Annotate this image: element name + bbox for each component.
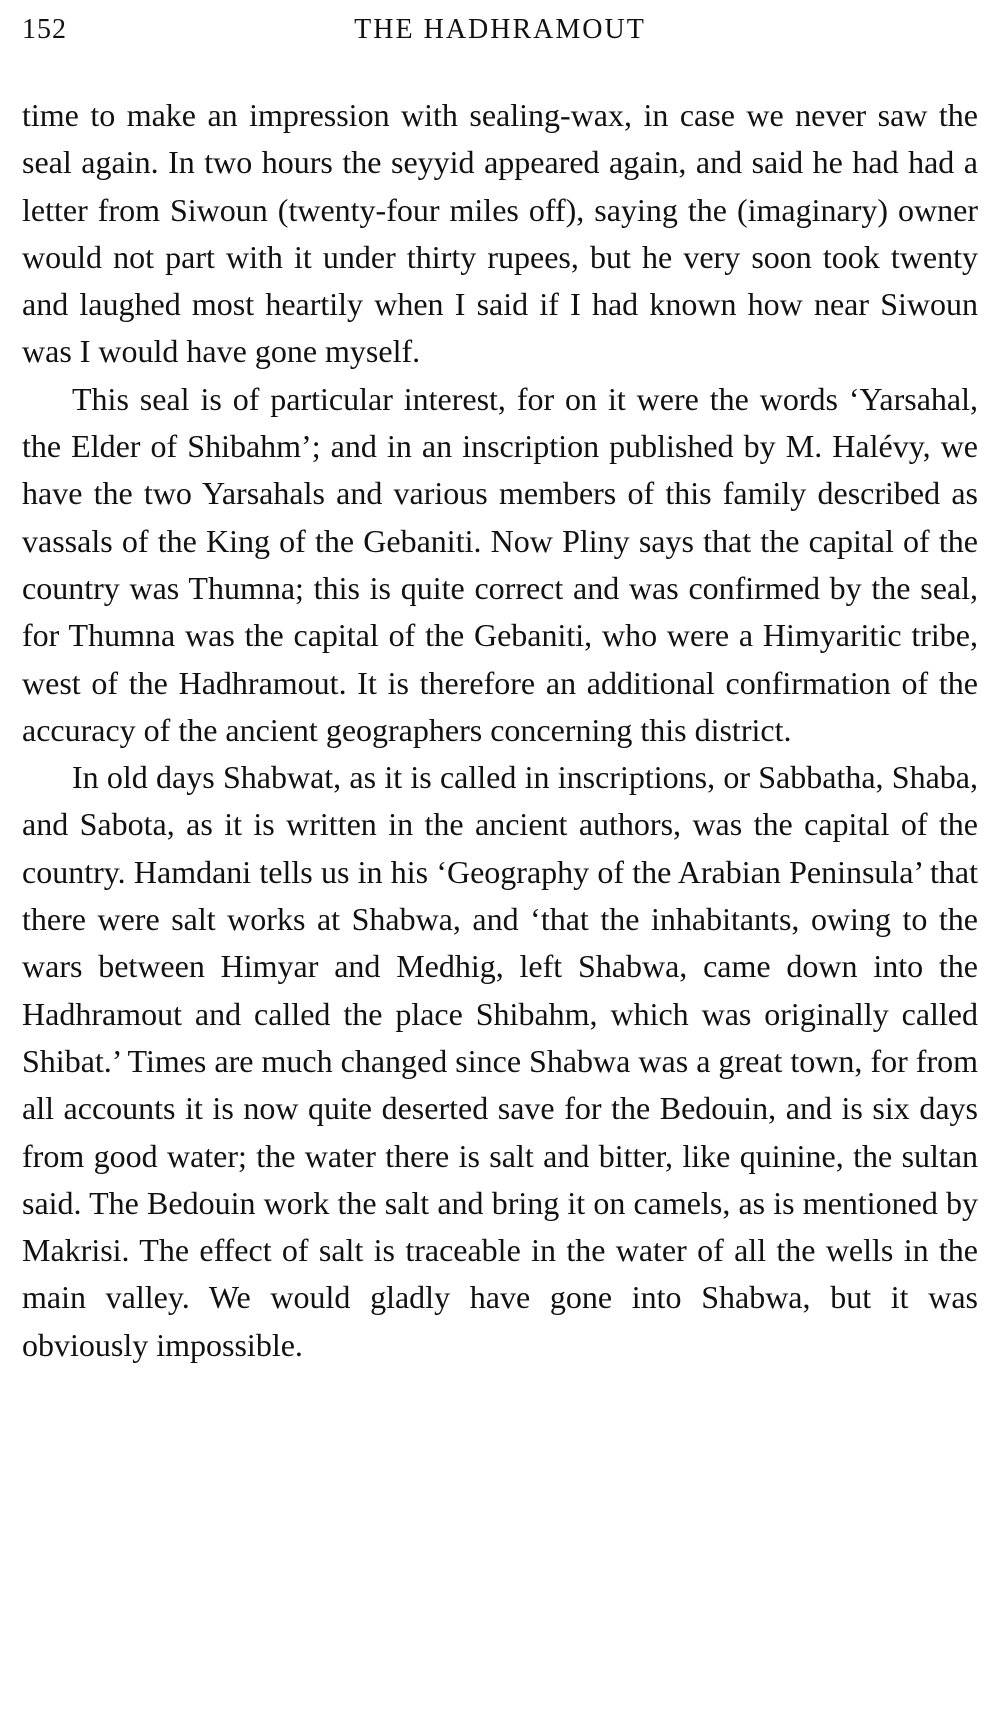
paragraph-continued: time to make an impression with sealing-wax, in case we never saw the seal again. In two hours the seyyid appeared again, and said he had had a letter from Siwoun (twenty-four miles off), saying the (imaginary) owner would not part with it under thirty rupees, but he very soon took twenty and laughed most heartily when I said if I had known how near Siwoun was I would have gone myself.	[22, 97, 978, 370]
page-number: 152	[22, 14, 67, 45]
body-text	[22, 92, 978, 1369]
paragraph-shabwa: In old days Shabwat, as it is called in inscriptions, or Sabbatha, Shaba, and Sabota, as it is written in the ancient authors, was the capital of the country. Hamdani tells us in his ‘Geography of the Arabian Peninsula’ that there were salt works at Shabwa, and ‘that the inhabitants, owing to the wars between Himyar and Medhig, left Shabwa, came down into the Hadhramout and called the place Shibahm, which was originally called Shibat.’ Times are much changed since Shabwa was a great town, for from all accounts it is now quite deserted save for the Bedouin, and is six days from good water; the water there is salt and bitter, like quinine, the sultan said. The Bedouin work the salt and bring it on camels, as is mentioned by Makrisi. The effect of salt is traceable in the water of all the wells in the main valley. We would gladly have gone into Shabwa, but it was obviously impossible.	[22, 759, 978, 1363]
page-header	[22, 14, 978, 58]
book-page	[22, 14, 978, 1369]
paragraph-seal: This seal is of particular interest, for on it were the words ‘Yarsahal, the Elder of Shibahm’; and in an inscription published by M. Halévy, we have the two Yarsahals and various members of this family described as vassals of the King of the Gebaniti. Now Pliny says that the capital of the country was Thumna; this is quite correct and was confirmed by the seal, for Thumna was the capital of the Gebaniti, who were a Himyaritic tribe, west of the Hadhramout. It is therefore an additional confirmation of the accuracy of the ancient geographers concerning this district.	[22, 380, 978, 748]
running-title: THE HADHRAMOUT	[354, 14, 646, 45]
